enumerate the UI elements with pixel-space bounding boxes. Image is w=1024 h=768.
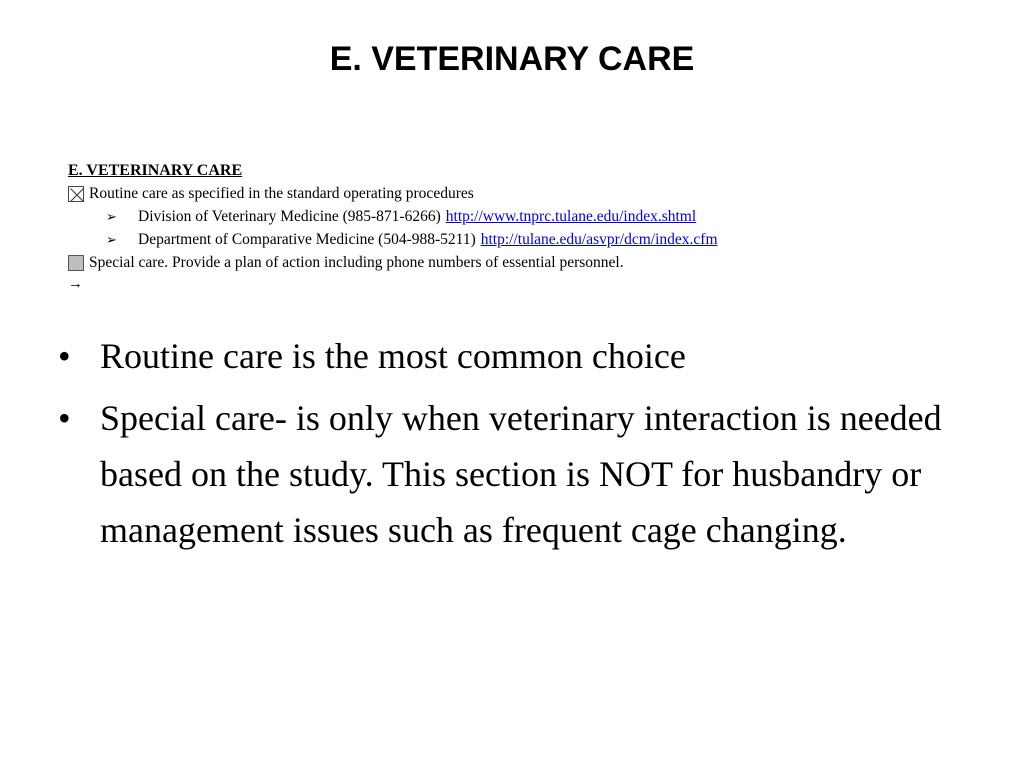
bullet-list — [58, 328, 958, 564]
bullet-text-special: Special care- is only when veterinary interaction is needed based on the study. This section is NOT for husbandry or management issues such as frequent cage changing. — [100, 398, 942, 550]
excerpt-heading: E. VETERINARY CARE — [68, 162, 243, 179]
routine-care-label: Routine care as specified in the standard operating procedures — [89, 185, 474, 202]
dept-comparative-medicine-text: Department of Comparative Medicine (504-988-5211) — [138, 231, 476, 248]
division-vet-medicine-text: Division of Veterinary Medicine (985-871-6266) — [138, 208, 441, 225]
dcm-link: http://tulane.edu/asvpr/dcm/index.cfm — [480, 231, 718, 248]
bullet-dot-icon: • — [58, 336, 71, 376]
arrow-bullet-icon: ➢ — [106, 232, 117, 247]
slide-title: E. VETERINARY CARE — [329, 40, 695, 78]
special-care-label: Special care. Provide a plan of action including phone numbers of essential personnel. — [89, 254, 624, 271]
special-care-option — [68, 251, 898, 274]
list-item — [58, 328, 958, 384]
bullet-dot-icon: • — [58, 398, 71, 438]
bullet-text-routine: Routine care is the most common choice — [100, 336, 686, 376]
list-item — [58, 390, 958, 558]
form-excerpt-image — [68, 160, 898, 294]
routine-care-option — [68, 182, 898, 205]
list-item — [68, 228, 898, 251]
list-item — [68, 205, 898, 228]
tab-arrow-icon: → — [68, 276, 83, 292]
checked-box-icon — [68, 186, 84, 202]
arrow-bullet-icon: ➢ — [106, 209, 117, 224]
tnprc-link: http://www.tnprc.tulane.edu/index.shtml — [445, 208, 697, 225]
unchecked-box-icon — [68, 255, 84, 271]
x-mark-icon — [69, 187, 85, 203]
